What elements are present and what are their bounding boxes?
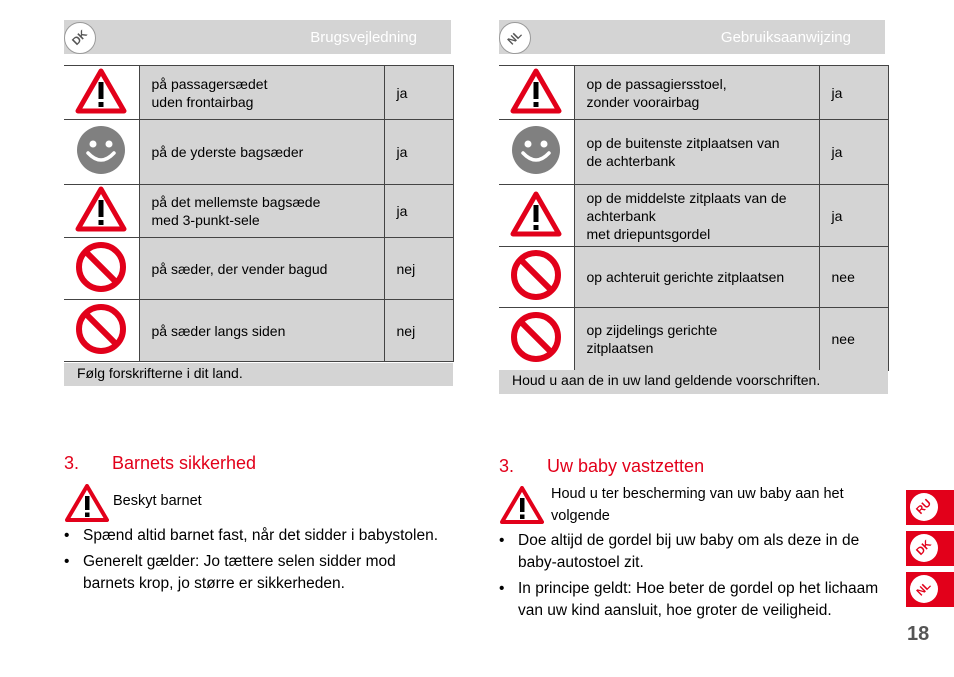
side-tab-nl[interactable]: [906, 572, 954, 607]
side-tab-dk[interactable]: [906, 531, 954, 566]
seat-allowed-answer: nee: [819, 247, 888, 308]
seat-allowed-answer: ja: [384, 120, 453, 185]
seat-allowed-answer: ja: [819, 66, 888, 120]
right-header-title: Gebruiksaanwijzing: [720, 29, 851, 46]
table-row: [64, 185, 453, 238]
warning-icon: [499, 185, 574, 247]
right-section-title: 3. Uw baby vastzetten: [499, 456, 705, 476]
seat-position-text: op achteruit gerichte zitplaatsen: [574, 247, 819, 308]
left-section-title: 3. Barnets sikkerhed: [64, 453, 257, 473]
seat-position-text: på sæder, der vender bagud: [139, 238, 384, 300]
seat-position-text: på sæder langs siden: [139, 300, 384, 362]
right-seat-table: [499, 65, 889, 371]
side-tab-ru-label: RU: [904, 487, 944, 527]
side-tab-ru[interactable]: [906, 490, 954, 525]
lang-badge-dk: DK: [57, 15, 102, 60]
seat-allowed-answer: ja: [819, 185, 888, 247]
warning-icon: [499, 66, 574, 120]
list-item: • In principe geldt: Hoe beter de gordel op het lichaam van uw kind aansluit, hoe groter de veiligheid.: [499, 578, 879, 622]
warning-icon: [64, 66, 139, 120]
left-footnote: Følg forskrifterne i dit land.: [64, 363, 453, 386]
seat-allowed-answer: nej: [384, 238, 453, 300]
left-warning-heading: Beskyt barnet: [113, 493, 202, 509]
right-bullet-list: [499, 530, 879, 626]
right-header-bar: [499, 20, 885, 54]
side-tab-dk-label: DK: [904, 528, 944, 568]
seat-allowed-answer: nee: [819, 308, 888, 371]
seat-position-text: op de buitenste zitplaatsen van de achterbank: [574, 120, 819, 185]
list-item: • Spænd altid barnet fast, når det sidder i babystolen.: [64, 525, 444, 547]
prohibited-icon: [64, 238, 139, 300]
smiley-icon: [499, 120, 574, 185]
table-row: [499, 120, 888, 185]
seat-position-text: op de passagiersstoel, zonder voorairbag: [574, 66, 819, 120]
list-item: • Doe altijd de gordel bij uw baby om als deze in de baby-autostoel zit.: [499, 530, 879, 574]
right-footnote: Houd u aan de in uw land geldende voorschriften.: [499, 370, 888, 394]
seat-allowed-answer: nej: [384, 300, 453, 362]
seat-position-text: op zijdelings gerichte zitplaatsen: [574, 308, 819, 371]
left-seat-table: [64, 65, 454, 362]
table-row: [64, 300, 453, 362]
seat-position-text: på det mellemste bagsæde med 3-punkt-sele: [139, 185, 384, 238]
left-bullet-list: [64, 525, 444, 599]
page-number: 18: [907, 623, 930, 645]
right-warning-icon: [500, 486, 544, 529]
smiley-icon: [64, 120, 139, 185]
left-header-bar: [64, 20, 451, 54]
table-row: [64, 66, 453, 120]
left-header-title: Brugsvejledning: [310, 29, 417, 46]
warning-icon: [64, 185, 139, 238]
seat-allowed-answer: ja: [819, 120, 888, 185]
seat-position-text: på passagersædet uden frontairbag: [139, 66, 384, 120]
seat-position-text: op de middelste zitplaats van de achterbank met driepuntsgordel: [574, 185, 819, 247]
table-row: [64, 238, 453, 300]
table-row: [64, 120, 453, 185]
list-item: • Generelt gælder: Jo tættere selen sidder mod barnets krop, jo større er sikkerheden.: [64, 551, 444, 595]
right-warning-heading: Houd u ter bescherming van uw baby aan het volgende: [551, 486, 844, 524]
prohibited-icon: [499, 247, 574, 308]
table-row: [499, 185, 888, 247]
seat-allowed-answer: ja: [384, 185, 453, 238]
prohibited-icon: [64, 300, 139, 362]
table-row: [499, 247, 888, 308]
table-row: [499, 66, 888, 120]
seat-allowed-answer: ja: [384, 66, 453, 120]
seat-position-text: på de yderste bagsæder: [139, 120, 384, 185]
side-tab-nl-label: NL: [904, 569, 944, 609]
lang-badge-nl: NL: [492, 15, 537, 60]
table-row: [499, 308, 888, 371]
prohibited-icon: [499, 308, 574, 371]
left-warning-icon: [65, 484, 109, 527]
